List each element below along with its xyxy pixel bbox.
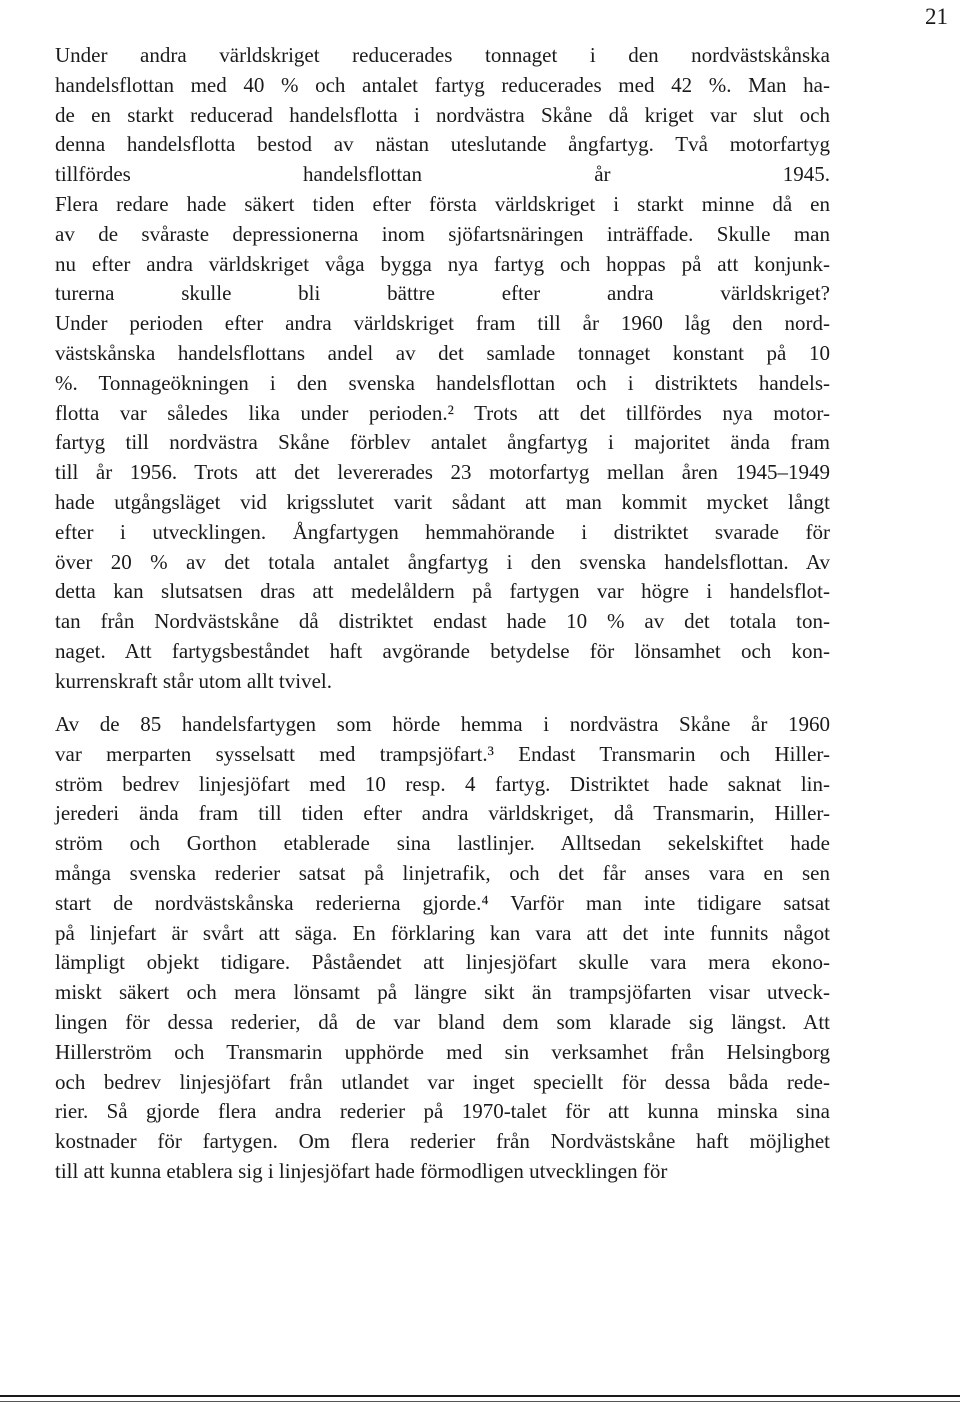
- text-line: miskt säkert och mera lönsamt på längre sikt än trampsjöfarten visar utveck-: [55, 980, 830, 1005]
- text-line: av de svåraste depressionerna inom sjöfartsnäringen inträffade. Skulle man: [55, 221, 830, 246]
- text-line: Flera redare hade säkert tiden efter första världskriget i starkt minne då en: [55, 191, 830, 216]
- text-line: turerna skulle bli bättre efter andra världskriget?: [55, 281, 830, 306]
- text-line: lingen för dessa rederier, då de var bland dem som klarade sig längst. Att: [55, 1009, 830, 1034]
- text-line: fartyg till nordvästra Skåne förblev antalet ångfartyg i majoritet ända fram: [55, 430, 830, 455]
- text-line: tan från Nordvästskåne då distriktet endast hade 10 % av det totala ton-: [55, 609, 830, 634]
- text-line: flotta var således lika under perioden.² Trots att det tillfördes nya motor-: [55, 400, 830, 425]
- text-line: start de nordvästskånska rederierna gjorde.⁴ Varför man inte tidigare satsat: [55, 890, 830, 915]
- text-line: ström bedrev linjesjöfart med 10 resp. 4 fartyg. Distriktet hade saknat lin-: [55, 771, 830, 796]
- paragraph-2: [55, 710, 830, 1187]
- text-line: handelsflottan med 40 % och antalet fartyg reducerades med 42 %. Man ha-: [55, 72, 830, 97]
- text-line: %. Tonnageökningen i den svenska handelsflottan och i distriktets handels-: [55, 370, 830, 395]
- page-number: 21: [925, 4, 948, 29]
- text-line: över 20 % av det totala antalet ångfartyg i den svenska handelsflottan. Av: [55, 549, 830, 574]
- text-line: var merparten sysselsatt med trampsjöfart.³ Endast Transmarin och Hiller-: [55, 741, 830, 766]
- text-line: Av de 85 handelsfartygen som hörde hemma i nordvästra Skåne år 1960: [55, 712, 830, 736]
- text-line: tillfördes handelsflottan år 1945.: [55, 162, 830, 187]
- text-line: på linjefart är svårt att säga. En förklaring kan vara att det inte funnits något: [55, 920, 830, 945]
- text-line: och bedrev linjesjöfart från utlandet var inget speciellt för dessa båda rede-: [55, 1069, 830, 1094]
- text-line: många svenska rederier satsat på linjetrafik, och det får anses vara en sen: [55, 860, 830, 885]
- text-line: Under perioden efter andra världskriget fram till år 1960 låg den nord-: [55, 311, 830, 336]
- text-line: kurrenskraft står utom allt tvivel.: [55, 668, 333, 693]
- text-line: naget. Att fartygsbeståndet haft avgörande betydelse för lönsamhet och kon-: [55, 638, 830, 663]
- text-line: efter i utvecklingen. Ångfartygen hemmahörande i distriktet svarade för: [55, 519, 830, 544]
- text-line: till att kunna etablera sig i linjesjöfart hade förmodligen utvecklingen för: [55, 1158, 668, 1183]
- text-line: lämpligt objekt tidigare. Påståendet att linjesjöfart skulle vara mera ekono-: [55, 950, 830, 975]
- text-line: västskånska handelsflottans andel av det samlade tonnaget konstant på 10: [55, 340, 830, 365]
- text-line: jerederi ända fram till tiden efter andra världskriget, då Transmarin, Hiller-: [55, 801, 830, 826]
- footer-rule: [0, 1395, 960, 1397]
- text-line: detta kan slutsatsen dras att medelåldern på fartygen var högre i handelsflot-: [55, 579, 830, 604]
- text-line: kostnader för fartygen. Om flera rederier från Nordvästskåne haft möjlighet: [55, 1129, 830, 1154]
- paragraph-1: [55, 41, 830, 697]
- text-line: de en starkt reducerad handelsflotta i nordvästra Skåne då kriget var slut och: [55, 102, 830, 127]
- text-line: Hillerström och Transmarin upphörde med sin verksamhet från Helsingborg: [55, 1039, 830, 1064]
- text-line: nu efter andra världskriget våga bygga nya fartyg och hoppas på att konjunk-: [55, 251, 830, 276]
- text-line: Under andra världskriget reducerades tonnaget i den nordvästskånska: [55, 43, 830, 67]
- text-line: ström och Gorthon etablerade sina lastlinjer. Alltsedan sekelskiftet hade: [55, 831, 830, 856]
- footer-rule-thin: [0, 1401, 960, 1402]
- text-line: denna handelsflotta bestod av nästan uteslutande ångfartyg. Två motorfartyg: [55, 132, 830, 157]
- text-line: rier. Så gjorde flera andra rederier på 1970-talet för att kunna minska sina: [55, 1099, 830, 1124]
- text-line: hade utgångsläget vid krigsslutet varit sådant att man kommit mycket långt: [55, 489, 830, 514]
- text-line: till år 1956. Trots att det levererades 23 motorfartyg mellan åren 1945–1949: [55, 460, 830, 485]
